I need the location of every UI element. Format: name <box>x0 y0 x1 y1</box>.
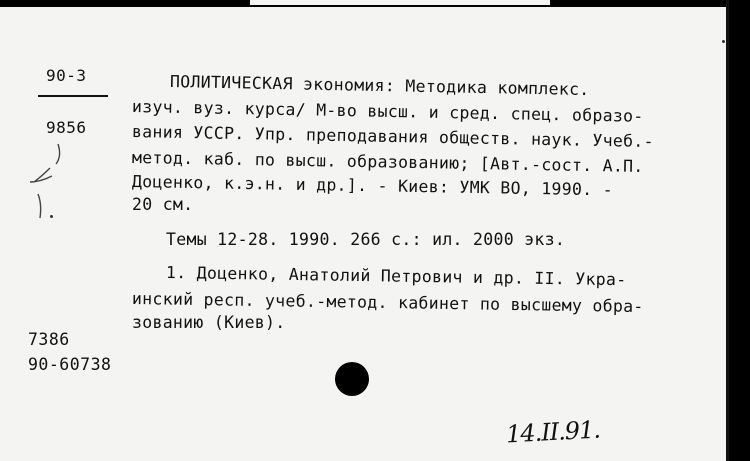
punch-hole <box>335 362 369 396</box>
entry-line-5: Доценко, к.э.н. и др.]. - Киев: УМК ВО, 1990. - <box>131 172 614 200</box>
shelfmark-bottom: 9856 <box>46 118 87 137</box>
handwritten-date: 14.II.91. <box>505 415 601 449</box>
speck <box>50 215 53 218</box>
accession-number: 7386 <box>28 330 70 349</box>
entry-line-4: метод. каб. по высш. образованию; [Авт.-сост. А.П. <box>131 148 644 176</box>
entry-line-9: инский респ. учеб.-метод. кабинет по высшему обра- <box>131 289 644 317</box>
entry-line-3: вания УССР. Упр. преподавания обществ. наук. Учеб.- <box>131 122 655 152</box>
entry-line-10: зованию (Киев). <box>132 313 286 332</box>
shelfmark-top: 90-3 <box>46 66 87 85</box>
entry-line-2: изуч. вуз. курса/ М-во высш. и сред. спец. образо- <box>131 97 644 126</box>
entry-line-1: ПОЛИТИЧЕСКАЯ экономия: Методика комплекс. <box>169 72 590 100</box>
shelfmark-divider <box>38 95 108 97</box>
entry-line-8: 1. Доценко, Анатолий Петрович и др. II. Укра- <box>165 263 627 290</box>
accession-code: 90-60738 <box>28 355 112 374</box>
entry-line-6: 20 см. <box>132 195 194 214</box>
card-right-edge <box>729 0 750 461</box>
entry-line-7: Темы 12-28. 1990. 266 с.: ил. 2000 экз. <box>166 230 566 249</box>
speck <box>722 40 725 43</box>
card-top-edge-gap <box>250 0 550 5</box>
